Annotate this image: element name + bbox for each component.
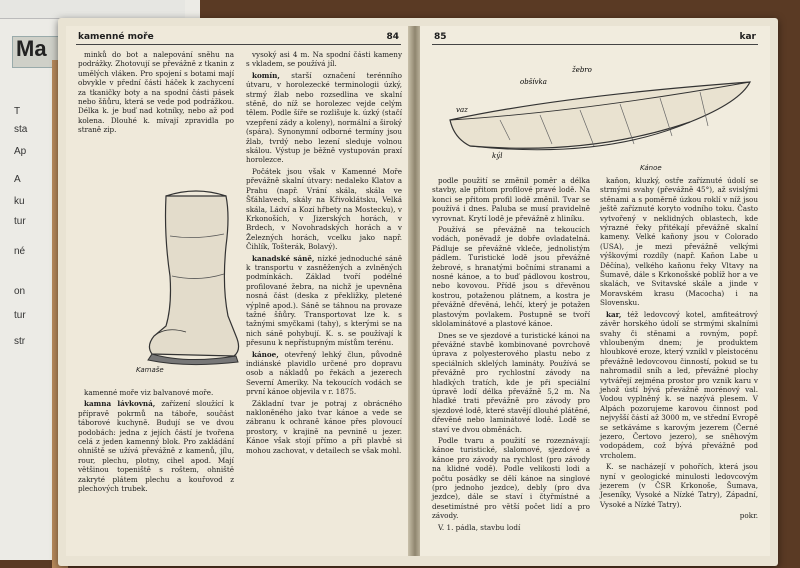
- open-book: [58, 18, 778, 566]
- text-fragment: A: [14, 174, 21, 185]
- header-rule: [432, 44, 758, 45]
- left-column-1-bottom: [78, 388, 234, 495]
- left-page: [66, 26, 411, 556]
- figure-caption: Kamaše: [136, 366, 164, 374]
- paragraph: Základní tvar je potraj z obrácného nakloněného jako tvar kánoe a vede se zábranu k ochraně kánoe přes plovoucí prostory, v krajině na pevnině u jezer. Kánoe však stojí přímo a při plavbě si mohou zachovat, v detailech se však mohl.: [246, 398, 402, 455]
- entry-term: kar,: [606, 309, 622, 319]
- text-fragment: on: [14, 286, 26, 297]
- header-rule: [76, 44, 401, 45]
- entry-body: starší označení terénního útvaru, v horolezecké terminologii úzký, strmý žlab nebo rozsedlina ve skalní stěně, do níž se horolezec vejde celým tělem. Podle šíře se rozlišuje k. úzký (stačí vzepření zády a koleny), normální a široký (spára). Synonymní odborné termíny jsou žlab, tvrdý nebo lezení sleduje volnou skálou. Výstup je běžně vystupován praxí horolezce.: [246, 70, 402, 165]
- entry-term: komín,: [252, 70, 280, 80]
- entry-body: též ledovcový kotel, amfiteátrový závěr horského údolí se strmými skalními svahy či stěnami a rovným, popř. vhloubeným dnem; je produktem hloubkové eroze, který vznikl v pleistocénu převážně ledovcovou činností, pokud se tu nahromadil sníh a led, převážné plochy vytvářejí zejména prostor pro vznik karu v jehož ústí bývá převážně morénový val. Vodou vyplněný k. se nazývá plesem. V Alpách pozorujeme karovou činnost pod nejvyšší částí až 3000 m, ve střední Evropě se setkáváme s karovým jezerem (Černé jezero, Čertovo jezero), se sněhovým vodopádem, což bývá převážně pod vrcholem.: [600, 309, 758, 460]
- right-running-header: kar: [739, 32, 756, 42]
- label-rib: žebro: [572, 66, 592, 74]
- entry-body: otevřený lehký člun, původně indiánské plavidlo určené pro dopravu osob a nákladů po řekách a jezerech Severní Ameriky. Na tekoucích vodách se první kánoe objevila v r. 1875.: [246, 349, 402, 397]
- text-fragment: né: [14, 246, 26, 257]
- text-fragment: T: [14, 106, 21, 117]
- text-fragment: str: [14, 336, 26, 347]
- top-strip: [0, 0, 185, 19]
- paragraph: K. se nacházejí v pohořích, která jsou nyní v geologické minulosti ledovcovým jezerem (v ČSR Krkonoše, Šumava, Jeseníky, Vysoké a Nízké Tatry), Západní, Vysoké a Nízké Tatry).: [600, 462, 758, 509]
- chapter-mark: Ma: [16, 36, 47, 61]
- right-page-number: 85: [434, 32, 447, 42]
- entry-term: kamna lávkovná,: [84, 399, 156, 409]
- left-page-number: 84: [386, 32, 399, 42]
- label-keel: kýl: [492, 152, 503, 160]
- paragraph: minků do bot a nalepování sněhu na podrážky. Zhotovují se převážně z tkanin z umělých vláken. Pro spojení s botami mají obvykle v přední části háček k zachycení za tkaničky boty a na spodní části pásek nebo šňůru, která se vede pod podrážkou. Délka k. je buď nad kotníky, nebo až pod kolena. Dlouhé k. mívají zpravidla po straně zip.: [78, 50, 234, 135]
- paragraph: Používá se převážně na tekoucích vodách, poněvadž je dobře ovladatelná. Pádluje se převážně vkleče, jednolistým pádlem. Turistické lodě jsou převážně žebrové, s hranatými bočními stranami a nosné kánoe, a to buď pádlovou kostrou, nebo kovovou. Přídě jsou s dřevěnou kostrou, potaženou plátnem, a kostra je převážně dřevěná, lehčí, který je potažen plastovým povlakem. Postupně se tvoří sklolaminátové a plastové kánoe.: [432, 225, 590, 329]
- entry-term: kánoe,: [252, 349, 279, 359]
- cross-reference: kamenné moře viz balvanové moře.: [84, 388, 214, 397]
- text-fragment: tur: [14, 216, 26, 227]
- right-column-2: [600, 176, 758, 523]
- paragraph: podle použití se změnil poměr a délka stavby, ale přitom profilové pravé lodě. Na konci se přitom profil lodě změnil. Tvar se používá i dnes. Paluba se musí pravidelně vyrovnat. Krytí lodě je převážně z hliníku.: [432, 176, 590, 223]
- paragraph: V. 1. pádla, stavbu lodí: [438, 522, 521, 532]
- right-column-1: [432, 176, 590, 534]
- entry-term: kanadské sáně,: [252, 253, 315, 263]
- paragraph: Dnes se ve sjezdové a turistické kánoi na převážné stavbě kombinované povrchově úprava z polyesterového plastu nebo z speciálních sklelých lamináty. Používá se převážně pro rychlostní závody na hladkých tratích, kde je při speciální úpravě lodí délka převážně 5,2 m. Na hladké trati převážně pro závody pro sjezdové lodě, které stavějí dlouhé plátěné, dřevěné nebo laminátové lodě. Lodě se staví ve dvou obměnách.: [432, 330, 590, 434]
- right-page: [420, 26, 770, 556]
- label-brace: vaz: [456, 106, 468, 114]
- paragraph: Podle tvaru a použití se rozeznávají: kánoe turistické, slalomové, sjezdové a kánoe pro závody na rychlost (pro závody na klidné vodě). Podle velikosti lodi a počtu posádky se dělí kánoe na singlové (pro jednoho jezdce), debly (pro dva jezdce), dále se staví i čtyřmístné a desetimístné pro větší počet lidí a pro závody.: [432, 435, 590, 521]
- text-fragment: ku: [14, 196, 25, 207]
- entry-body: nízké jednoduché sáně k transportu v zasněžených a zvlněných podmínkách. Základ tvoří podélné profilované žebra, na nichž je upevněna nosná část (deska z překližky, pletené výplně apod.). Sáně se táhnou na provaze tažné šňůry. Transportovat lze k. s tažnými smyčkami (tahy), s kterými se na nich sáně pohybují. K. s. se používají k přesunu k nepřístupným místům terénu.: [246, 253, 402, 348]
- left-running-header: kamenné moře: [78, 32, 154, 42]
- paragraph: kaňon, kluzký, ostře zaříznuté údolí se strmými svahy (převážně 45°), až svislými stěnami a s poměrně úzkou roklí v níž jsou ještě zaříznuté koryto vodního toku. Často vytvořený v neklidných oblastech, kde výrazné řeky přitékají převážně skalní kameny. Velké kaňony jsou v Colorado (USA), je mezi převážně velkými výškovými rozdíly (např. Kaňon Labe u Děčína), velkého kaňonu řeky Vltavy na Šumavě, dále s Krkonošské poblíž hor a ve skalách, ve Svitavské skále a jinde v Moravském krasu (Macocha) i na Slovensku.: [600, 176, 758, 308]
- label-cover: obšívka: [520, 78, 547, 86]
- paragraph: Počátek jsou však v Kamenné Moře převážně skalní útvary: nedaleko Klatov a Prahu (např. Vrání skála, skála ve Šťáhlavech, skály na Křivoklátsku, Velká skála, Ládví a Kozí hřbety na Mostecku), v Krkonoších, v Jizerských horách, v Brdech, v Novohradských horách a v Železných horách, vcelku jako např. Čihlík, Tošterák, Bolavý).: [246, 166, 402, 252]
- text-fragment: sta: [14, 124, 28, 135]
- text-fragment: Ap: [14, 146, 27, 157]
- continued-marker: pokr.: [739, 511, 758, 521]
- entry-body: zařízení sloužící k přípravě pokrmů na táboře, součást táborové kuchyně. Budují se ve dvou podobách: jedna z jejích částí je tvořena celá z jeden kamenný blok. Pro zakládání ohniště se užívá převážně z kamenů, jílu, rour, plechu, plotny, cihel apod. Mají většinou topeniště s roštem, ohniště zakryté plátem plechu a kouřovod z plechových trubek.: [78, 399, 234, 494]
- figure-caption: Kánoe: [640, 164, 662, 172]
- canoe-illustration: [440, 60, 760, 160]
- left-column-2: [246, 50, 402, 457]
- text-fragment: tur: [14, 310, 26, 321]
- paragraph: vysoký asi 4 m. Na spodní části kameny s vkladem, se používá jíl.: [246, 50, 402, 69]
- left-column-1-top: [78, 50, 234, 137]
